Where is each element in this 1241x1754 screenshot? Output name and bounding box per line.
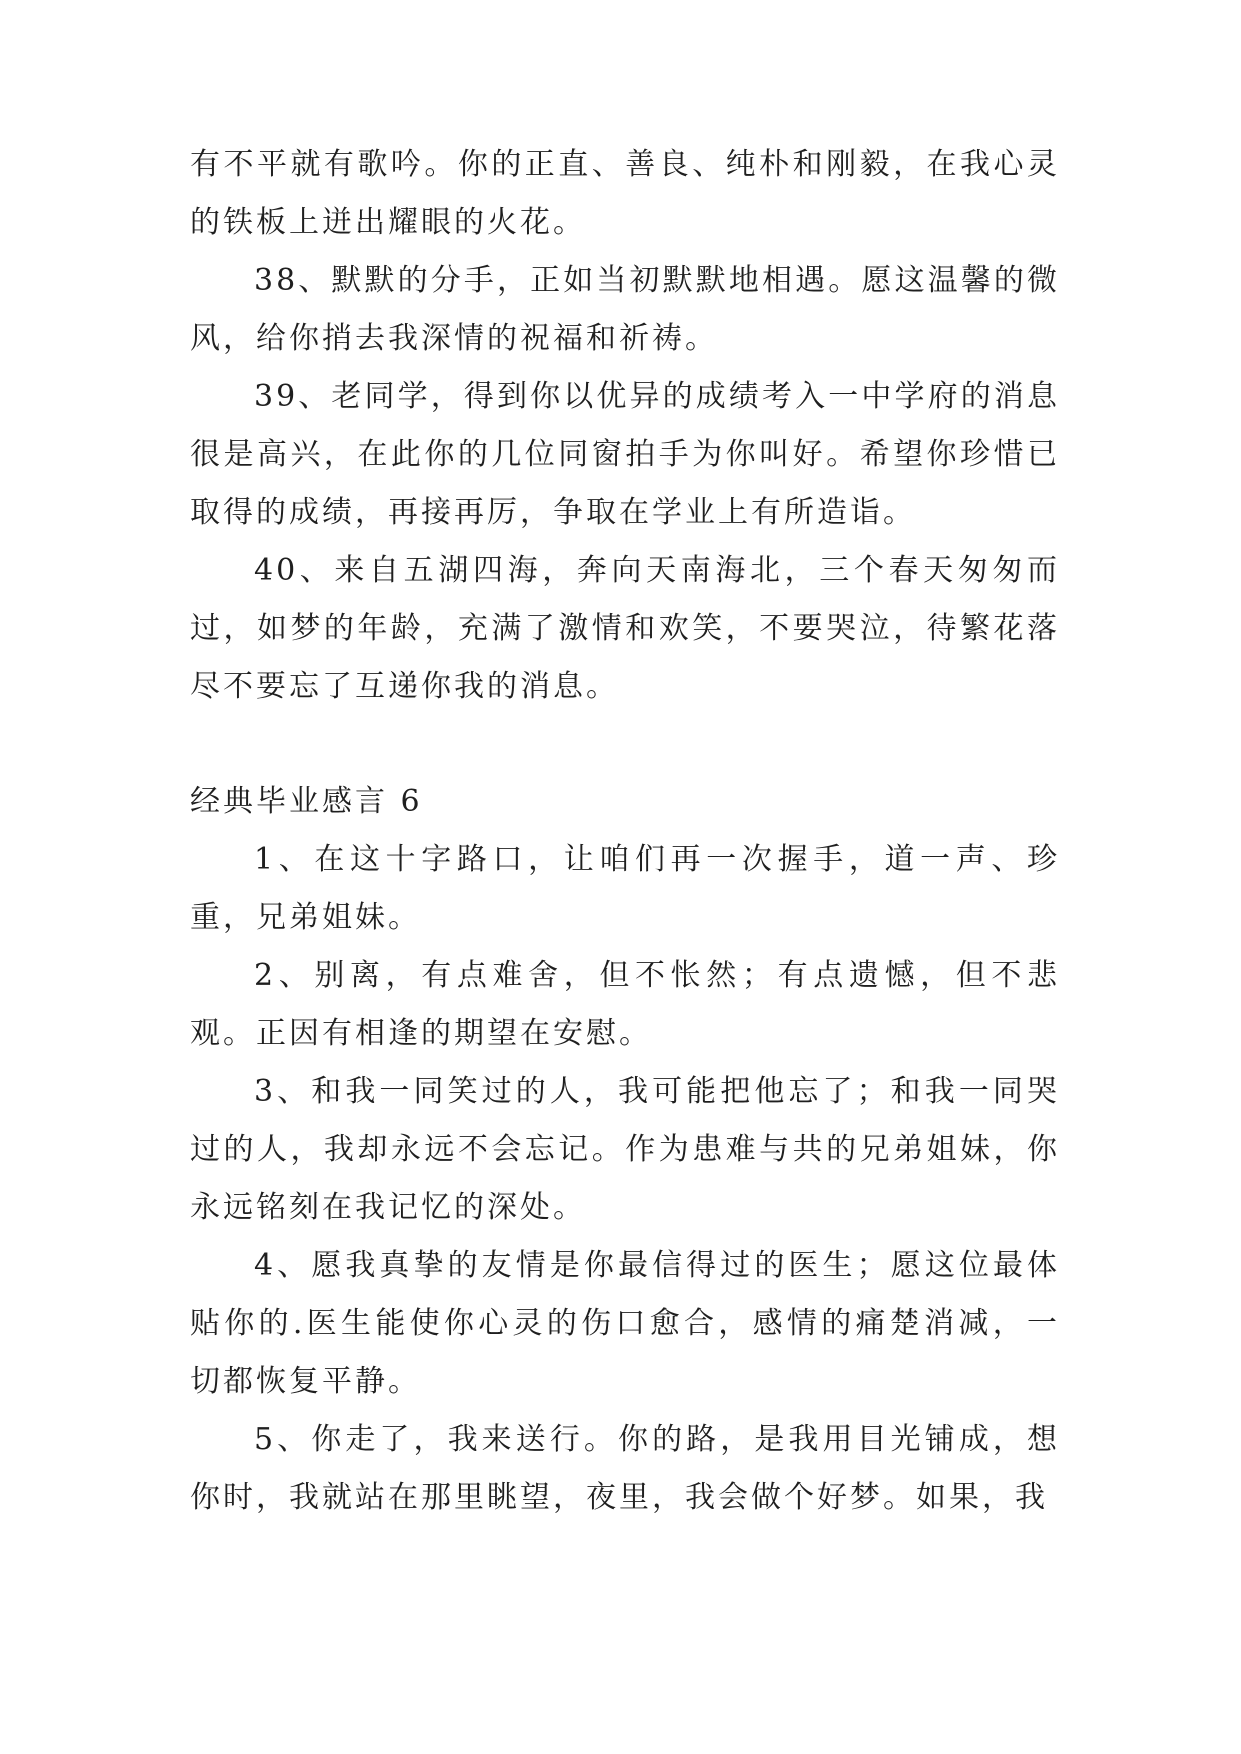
list-item-1: 1、在这十字路口，让咱们再一次握手，道一声、珍重，兄弟姐妹。 <box>190 842 1060 935</box>
list-item-4: 4、愿我真挚的友情是你最信得过的医生；愿这位最体贴你的.医生能使你心灵的伤口愈合，感情的痛楚消减，一切都恢复平静。 <box>190 1248 1060 1399</box>
list-item-39: 39、老同学，得到你以优异的成绩考入一中学府的消息很是高兴，在此你的几位同窗拍手为你叫好。希望你珍惜已取得的成绩，再接再厉，争取在学业上有所造诣。 <box>190 379 1060 530</box>
section-title: 经典毕业感言 6 <box>190 784 423 819</box>
list-item-40: 40、来自五湖四海，奔向天南海北，三个春天匆匆而过，如梦的年龄，充满了激情和欢笑，不要哭泣，待繁花落尽不要忘了互递你我的消息。 <box>190 553 1060 704</box>
list-item-38: 38、默默的分手，正如当初默默地相遇。愿这温馨的微风，给你捎去我深情的祝福和祈祷。 <box>190 263 1060 356</box>
list-item-5: 5、你走了，我来送行。你的路，是我用目光铺成，想你时，我就站在那里眺望，夜里，我会做个好梦。如果，我 <box>190 1422 1060 1515</box>
list-item-3: 3、和我一同笑过的人，我可能把他忘了；和我一同哭过的人，我却永远不会忘记。作为患难与共的兄弟姐妹，你永远铭刻在我记忆的深处。 <box>190 1074 1060 1225</box>
list-item-2: 2、别离，有点难舍，但不怅然；有点遗憾，但不悲观。正因有相逢的期望在安慰。 <box>190 958 1060 1051</box>
continuation-paragraph: 有不平就有歌吟。你的正直、善良、纯朴和刚毅，在我心灵的铁板上迸出耀眼的火花。 <box>190 147 1060 240</box>
